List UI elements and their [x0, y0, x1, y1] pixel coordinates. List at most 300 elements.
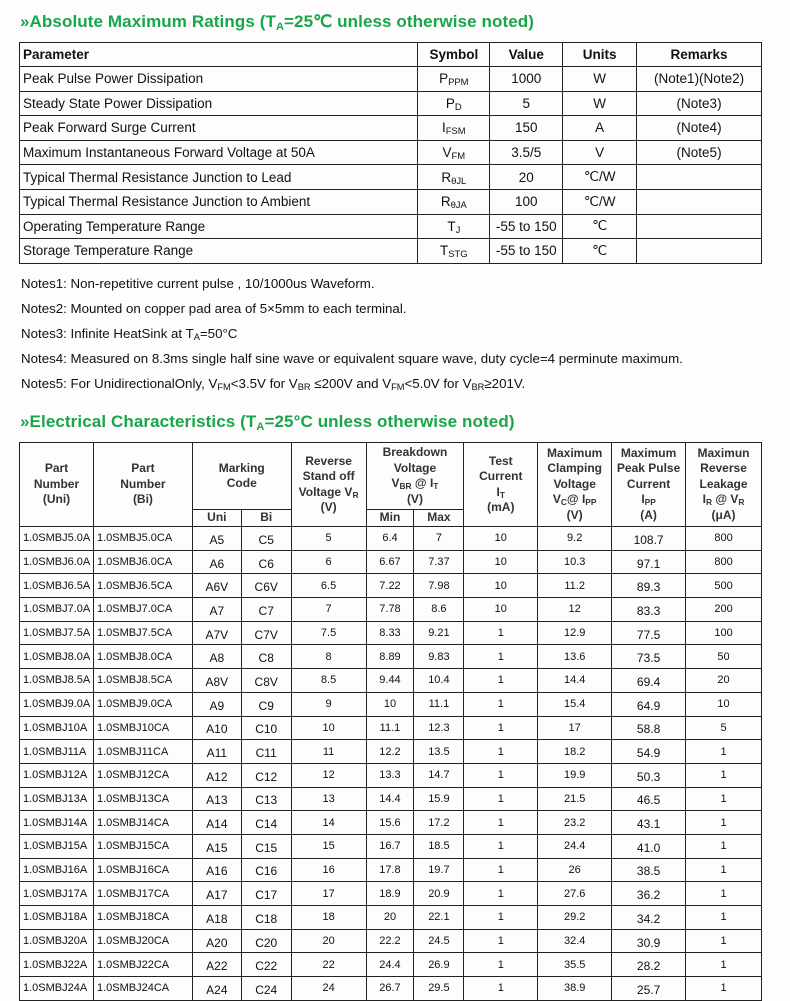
cell-part-bi: 1.0SMBJ8.5CA: [93, 669, 192, 693]
table-row: [20, 91, 762, 116]
cell-vbr-min: 14.4: [366, 787, 414, 811]
cell-part-bi: 1.0SMBJ14CA: [93, 811, 192, 835]
cell-peak-pulse-current: 69.4: [612, 669, 686, 693]
cell-peak-pulse-current: 83.3: [612, 598, 686, 622]
header-line: Reverse: [305, 453, 352, 468]
cell-part-uni: 1.0SMBJ13A: [20, 787, 94, 811]
cell-marking-bi: C18: [241, 906, 291, 930]
cell-standoff-voltage: 15: [291, 834, 366, 858]
cell-units: ℃: [563, 239, 637, 264]
cell-part-bi: 1.0SMBJ20CA: [93, 929, 192, 953]
cell-vbr-min: 9.44: [366, 669, 414, 693]
table-row: [20, 621, 762, 645]
header-line: Peak Pulse: [616, 461, 681, 476]
cell-vbr-max: 8.6: [414, 598, 464, 622]
cell-peak-pulse-current: 108.7: [612, 527, 686, 551]
header-line: (mA): [487, 500, 515, 514]
table-row: [20, 977, 762, 1001]
cell-marking-bi: C7: [241, 598, 291, 622]
header-line: Part: [131, 461, 155, 476]
cell-value: 1000: [490, 67, 563, 92]
header-line: Breakdown: [382, 445, 448, 459]
cell-peak-pulse-current: 73.5: [612, 645, 686, 669]
header-line: (V): [406, 491, 423, 506]
header-subscript: R: [705, 497, 712, 508]
cell-part-bi: 1.0SMBJ11CA: [93, 740, 192, 764]
cell-peak-pulse-current: 36.2: [612, 882, 686, 906]
cell-marking-bi: C22: [241, 953, 291, 977]
cell-marking-uni: A17: [192, 882, 241, 906]
cell-marking-uni: A14: [192, 811, 241, 835]
cell-value: 3.5/5: [490, 140, 563, 165]
table-row: [20, 882, 762, 906]
header-symbol: Symbol: [418, 43, 490, 67]
absolute-max-table: [19, 42, 762, 264]
header-marking-uni: Uni: [192, 510, 241, 527]
cell-standoff-voltage: 22: [291, 953, 366, 977]
cell-symbol: [418, 239, 490, 264]
cell-marking-bi: C8V: [241, 669, 291, 693]
cell-marking-uni: A18: [192, 906, 241, 930]
cell-peak-pulse-current: 34.2: [612, 906, 686, 930]
header-line: (Uni): [42, 492, 71, 507]
header-line: Part: [44, 461, 69, 476]
cell-peak-pulse-current: 43.1: [612, 811, 686, 835]
table-row: [20, 787, 762, 811]
cell-units: V: [563, 140, 637, 165]
note-subscript: FM: [217, 382, 231, 392]
cell-marking-uni: A16: [192, 858, 241, 882]
header-line: Number: [33, 476, 80, 491]
cell-marking-bi: C10: [241, 716, 291, 740]
header-subscript: BR: [399, 481, 412, 491]
cell-part-bi: 1.0SMBJ24CA: [93, 977, 192, 1001]
table-row: [20, 669, 762, 693]
cell-standoff-voltage: 7.5: [291, 621, 366, 645]
cell-test-current: 1: [464, 953, 538, 977]
cell-vbr-max: 13.5: [414, 740, 464, 764]
cell-vbr-min: 11.1: [366, 716, 414, 740]
cell-standoff-voltage: 12: [291, 763, 366, 787]
cell-clamping-voltage: 13.6: [538, 645, 612, 669]
cell-test-current: 10: [464, 598, 538, 622]
cell-peak-pulse-current: 97.1: [612, 550, 686, 574]
cell-clamping-voltage: 9.2: [538, 527, 612, 551]
cell-marking-uni: A8: [192, 645, 241, 669]
cell-peak-pulse-current: 38.5: [612, 858, 686, 882]
header-units: Units: [563, 43, 637, 67]
table-row: [20, 929, 762, 953]
cell-standoff-voltage: 6: [291, 550, 366, 574]
cell-standoff-voltage: 13: [291, 787, 366, 811]
cell-remarks: [637, 165, 762, 190]
cell-marking-uni: A10: [192, 716, 241, 740]
cell-clamping-voltage: 12.9: [538, 621, 612, 645]
cell-test-current: 1: [464, 621, 538, 645]
absolute-max-title: [20, 12, 534, 32]
symbol-main: T: [447, 218, 456, 234]
cell-marking-uni: A6V: [192, 574, 241, 598]
cell-part-bi: 1.0SMBJ7.0CA: [93, 598, 192, 622]
note-text: Notes3: Infinite HeatSink at T: [21, 326, 194, 341]
header-subscript: T: [433, 481, 439, 491]
header-line: Current: [626, 476, 671, 491]
cell-vbr-max: 17.2: [414, 811, 464, 835]
cell-clamping-voltage: 38.9: [538, 977, 612, 1001]
header-line: Voltage V: [298, 484, 353, 499]
table-row: [20, 834, 762, 858]
cell-remarks: (Note3): [637, 91, 762, 116]
cell-test-current: 1: [464, 740, 538, 764]
cell-remarks: (Note4): [637, 116, 762, 141]
cell-value: -55 to 150: [490, 214, 563, 239]
cell-part-uni: 1.0SMBJ6.5A: [20, 574, 94, 598]
header-line: (μA): [711, 507, 736, 522]
cell-part-bi: 1.0SMBJ17CA: [93, 882, 192, 906]
cell-symbol: [418, 91, 490, 116]
cell-peak-pulse-current: 64.9: [612, 692, 686, 716]
title-text: =25°C unless otherwise noted): [264, 412, 515, 431]
symbol-subscript: FSM: [445, 126, 466, 138]
cell-marking-uni: A12: [192, 763, 241, 787]
cell-standoff-voltage: 7: [291, 598, 366, 622]
cell-marking-bi: C8: [241, 645, 291, 669]
note-subscript: BR: [471, 382, 485, 392]
cell-part-uni: 1.0SMBJ16A: [20, 858, 94, 882]
cell-reverse-leakage: 500: [686, 574, 762, 598]
cell-reverse-leakage: 1: [686, 929, 762, 953]
cell-standoff-voltage: 14: [291, 811, 366, 835]
header-line: Marking: [218, 460, 265, 475]
cell-remarks: [637, 214, 762, 239]
table-row: [20, 214, 762, 239]
header-line: Clamping: [547, 461, 602, 476]
cell-part-bi: 1.0SMBJ10CA: [93, 716, 192, 740]
cell-peak-pulse-current: 30.9: [612, 929, 686, 953]
header-vbr-min: Min: [366, 510, 414, 527]
symbol-main: R: [440, 194, 451, 210]
header-line: Leakage: [699, 476, 748, 491]
table-row: [20, 116, 762, 141]
title-text: »Electrical Characteristics (T: [20, 412, 257, 431]
header-subscript: R: [352, 489, 359, 500]
table-row: [20, 140, 762, 165]
cell-vbr-min: 22.2: [366, 929, 414, 953]
cell-units: W: [563, 67, 637, 92]
header-clamping-voltage: [538, 443, 612, 527]
header-line: Maximum: [546, 445, 603, 460]
header-line: V: [391, 476, 400, 490]
cell-marking-bi: C6V: [241, 574, 291, 598]
cell-part-uni: 1.0SMBJ8.5A: [20, 669, 94, 693]
table-row: [20, 189, 762, 214]
cell-clamping-voltage: 21.5: [538, 787, 612, 811]
table-row: [20, 716, 762, 740]
cell-test-current: 1: [464, 692, 538, 716]
cell-marking-uni: A20: [192, 929, 241, 953]
title-text: »Absolute Maximum Ratings (T: [20, 12, 276, 31]
table-header-row: [20, 43, 762, 67]
cell-vbr-min: 13.3: [366, 763, 414, 787]
header-peak-pulse-current: [612, 443, 686, 527]
cell-part-uni: 1.0SMBJ11A: [20, 740, 94, 764]
header-line: (V): [566, 507, 583, 522]
cell-part-bi: 1.0SMBJ22CA: [93, 953, 192, 977]
cell-standoff-voltage: 20: [291, 929, 366, 953]
cell-vbr-max: 22.1: [414, 906, 464, 930]
note-text: ≤200V and V: [310, 376, 392, 391]
note-subscript: FM: [391, 382, 405, 392]
header-line: Stand off: [302, 469, 355, 483]
cell-standoff-voltage: 8: [291, 645, 366, 669]
cell-value: 100: [490, 189, 563, 214]
table-row: [20, 692, 762, 716]
header-subscript: R: [738, 497, 745, 508]
cell-test-current: 1: [464, 716, 538, 740]
header-marking-code: [192, 443, 291, 510]
header-line: Current: [479, 469, 523, 483]
cell-part-bi: 1.0SMBJ5.0CA: [93, 527, 192, 551]
cell-standoff-voltage: 18: [291, 906, 366, 930]
cell-clamping-voltage: 10.3: [538, 550, 612, 574]
header-part-bi: [93, 443, 192, 527]
cell-clamping-voltage: 11.2: [538, 574, 612, 598]
cell-vbr-min: 8.33: [366, 621, 414, 645]
cell-vbr-min: 7.22: [366, 574, 414, 598]
cell-reverse-leakage: 1: [686, 740, 762, 764]
cell-clamping-voltage: 35.5: [538, 953, 612, 977]
cell-test-current: 10: [464, 550, 538, 574]
cell-part-uni: 1.0SMBJ8.0A: [20, 645, 94, 669]
cell-vbr-min: 8.89: [366, 645, 414, 669]
cell-peak-pulse-current: 89.3: [612, 574, 686, 598]
cell-vbr-min: 17.8: [366, 858, 414, 882]
cell-test-current: 1: [464, 906, 538, 930]
cell-vbr-min: 12.2: [366, 740, 414, 764]
cell-parameter: Peak Forward Surge Current: [20, 116, 418, 141]
cell-vbr-max: 24.5: [414, 929, 464, 953]
cell-parameter: Maximum Instantaneous Forward Voltage at 50A: [20, 140, 418, 165]
cell-test-current: 1: [464, 763, 538, 787]
cell-vbr-min: 7.78: [366, 598, 414, 622]
cell-reverse-leakage: 50: [686, 645, 762, 669]
cell-vbr-min: 6.4: [366, 527, 414, 551]
cell-vbr-min: 16.7: [366, 834, 414, 858]
cell-vbr-max: 26.9: [414, 953, 464, 977]
header-line: Number: [120, 476, 166, 491]
table-row: [20, 574, 762, 598]
cell-standoff-voltage: 24: [291, 977, 366, 1001]
symbol-main: V: [442, 145, 452, 161]
cell-symbol: [418, 214, 490, 239]
cell-vbr-min: 6.67: [366, 550, 414, 574]
cell-vbr-min: 20: [366, 906, 414, 930]
cell-vbr-max: 29.5: [414, 977, 464, 1001]
cell-part-bi: 1.0SMBJ15CA: [93, 834, 192, 858]
cell-vbr-min: 26.7: [366, 977, 414, 1001]
cell-standoff-voltage: 9: [291, 692, 366, 716]
header-marking-bi: Bi: [241, 510, 291, 527]
cell-part-bi: 1.0SMBJ8.0CA: [93, 645, 192, 669]
cell-part-uni: 1.0SMBJ6.0A: [20, 550, 94, 574]
cell-units: A: [563, 116, 637, 141]
cell-symbol: [418, 189, 490, 214]
cell-symbol: [418, 116, 490, 141]
header-line: Maximum: [620, 445, 677, 460]
header-line: (A): [640, 507, 657, 522]
cell-reverse-leakage: 1: [686, 834, 762, 858]
symbol-subscript: J: [455, 224, 461, 236]
header-line: (Bi): [132, 492, 153, 507]
cell-peak-pulse-current: 54.9: [612, 740, 686, 764]
table-row: [20, 763, 762, 787]
cell-reverse-leakage: 1: [686, 953, 762, 977]
table-header-row: [20, 443, 762, 510]
symbol-subscript: D: [454, 101, 462, 113]
cell-test-current: 1: [464, 977, 538, 1001]
cell-part-uni: 1.0SMBJ7.5A: [20, 621, 94, 645]
cell-reverse-leakage: 1: [686, 977, 762, 1001]
header-parameter: Parameter: [20, 43, 418, 67]
cell-part-uni: 1.0SMBJ5.0A: [20, 527, 94, 551]
cell-reverse-leakage: 200: [686, 598, 762, 622]
cell-standoff-voltage: 16: [291, 858, 366, 882]
cell-parameter: Steady State Power Dissipation: [20, 91, 418, 116]
cell-marking-uni: A8V: [192, 669, 241, 693]
header-line: Maximun: [697, 445, 750, 460]
cell-vbr-min: 10: [366, 692, 414, 716]
cell-test-current: 10: [464, 574, 538, 598]
cell-symbol: [418, 165, 490, 190]
cell-test-current: 1: [464, 858, 538, 882]
cell-part-uni: 1.0SMBJ20A: [20, 929, 94, 953]
cell-value: -55 to 150: [490, 239, 563, 264]
cell-part-uni: 1.0SMBJ24A: [20, 977, 94, 1001]
cell-value: 150: [490, 116, 563, 141]
note-subscript: BR: [297, 382, 311, 392]
cell-part-bi: 1.0SMBJ7.5CA: [93, 621, 192, 645]
cell-peak-pulse-current: 25.7: [612, 977, 686, 1001]
note-text: <3.5V for V: [230, 376, 298, 391]
cell-vbr-max: 9.83: [414, 645, 464, 669]
cell-marking-bi: C13: [241, 787, 291, 811]
cell-vbr-min: 18.9: [366, 882, 414, 906]
table-row: [20, 550, 762, 574]
cell-vbr-max: 7.98: [414, 574, 464, 598]
cell-units: ℃/W: [563, 189, 637, 214]
note-4: Notes4: Measured on 8.3ms single half sine wave or equivalent square wave, duty cycle=4 perminute maximum.: [21, 351, 683, 366]
cell-value: 5: [490, 91, 563, 116]
cell-parameter: Storage Temperature Range: [20, 239, 418, 264]
cell-clamping-voltage: 17: [538, 716, 612, 740]
header-line: Code: [226, 476, 257, 490]
cell-test-current: 1: [464, 929, 538, 953]
cell-vbr-max: 18.5: [414, 834, 464, 858]
cell-part-uni: 1.0SMBJ18A: [20, 906, 94, 930]
cell-test-current: 1: [464, 882, 538, 906]
symbol-subscript: PPM: [448, 77, 469, 89]
cell-parameter: Typical Thermal Resistance Junction to Lead: [20, 165, 418, 190]
header-line: I: [496, 484, 500, 499]
header-line: @ I: [411, 476, 434, 490]
header-line: Reverse: [700, 461, 747, 476]
cell-vbr-max: 7: [414, 527, 464, 551]
cell-marking-uni: A11: [192, 740, 241, 764]
cell-marking-uni: A24: [192, 977, 241, 1001]
note-text: =50°C: [199, 326, 238, 341]
cell-marking-uni: A15: [192, 834, 241, 858]
symbol-subscript: θJL: [451, 175, 467, 187]
cell-clamping-voltage: 12: [538, 598, 612, 622]
note-text: ≥201V.: [484, 376, 526, 391]
header-line: @ V: [712, 492, 739, 507]
cell-marking-uni: A7: [192, 598, 241, 622]
cell-vbr-max: 11.1: [414, 692, 464, 716]
note-3: [21, 321, 683, 346]
cell-part-uni: 1.0SMBJ17A: [20, 882, 94, 906]
cell-standoff-voltage: 6.5: [291, 574, 366, 598]
header-standoff-voltage: [291, 443, 366, 527]
header-value: Value: [490, 43, 563, 67]
cell-marking-bi: C20: [241, 929, 291, 953]
cell-vbr-max: 12.3: [414, 716, 464, 740]
cell-marking-bi: C15: [241, 834, 291, 858]
cell-vbr-max: 10.4: [414, 669, 464, 693]
cell-reverse-leakage: 1: [686, 882, 762, 906]
cell-vbr-max: 20.9: [414, 882, 464, 906]
header-line: I: [702, 492, 706, 507]
table-row: [20, 811, 762, 835]
cell-standoff-voltage: 10: [291, 716, 366, 740]
cell-reverse-leakage: 5: [686, 716, 762, 740]
header-subscript: PP: [644, 497, 656, 508]
cell-units: ℃: [563, 214, 637, 239]
cell-peak-pulse-current: 50.3: [612, 763, 686, 787]
cell-marking-bi: C11: [241, 740, 291, 764]
cell-vbr-max: 7.37: [414, 550, 464, 574]
table-row: [20, 527, 762, 551]
cell-reverse-leakage: 10: [686, 692, 762, 716]
cell-marking-bi: C17: [241, 882, 291, 906]
symbol-main: R: [441, 169, 452, 185]
title-text: =25℃ unless otherwise noted): [284, 12, 535, 31]
cell-part-uni: 1.0SMBJ15A: [20, 834, 94, 858]
cell-clamping-voltage: 15.4: [538, 692, 612, 716]
cell-standoff-voltage: 17: [291, 882, 366, 906]
cell-test-current: 1: [464, 787, 538, 811]
cell-reverse-leakage: 1: [686, 906, 762, 930]
cell-part-bi: 1.0SMBJ9.0CA: [93, 692, 192, 716]
cell-standoff-voltage: 8.5: [291, 669, 366, 693]
cell-clamping-voltage: 18.2: [538, 740, 612, 764]
cell-peak-pulse-current: 46.5: [612, 787, 686, 811]
cell-peak-pulse-current: 28.2: [612, 953, 686, 977]
header-part-uni: [20, 443, 94, 527]
cell-part-bi: 1.0SMBJ12CA: [93, 763, 192, 787]
symbol-subscript: θJA: [450, 200, 467, 212]
cell-reverse-leakage: 1: [686, 811, 762, 835]
header-vbr-max: Max: [414, 510, 464, 527]
table-row: [20, 645, 762, 669]
symbol-main: T: [439, 243, 449, 259]
header-test-current: [464, 443, 538, 527]
cell-marking-bi: C12: [241, 763, 291, 787]
cell-vbr-min: 15.6: [366, 811, 414, 835]
cell-marking-uni: A5: [192, 527, 241, 551]
electrical-table: [19, 442, 762, 1001]
cell-reverse-leakage: 1: [686, 763, 762, 787]
table-row: [20, 906, 762, 930]
